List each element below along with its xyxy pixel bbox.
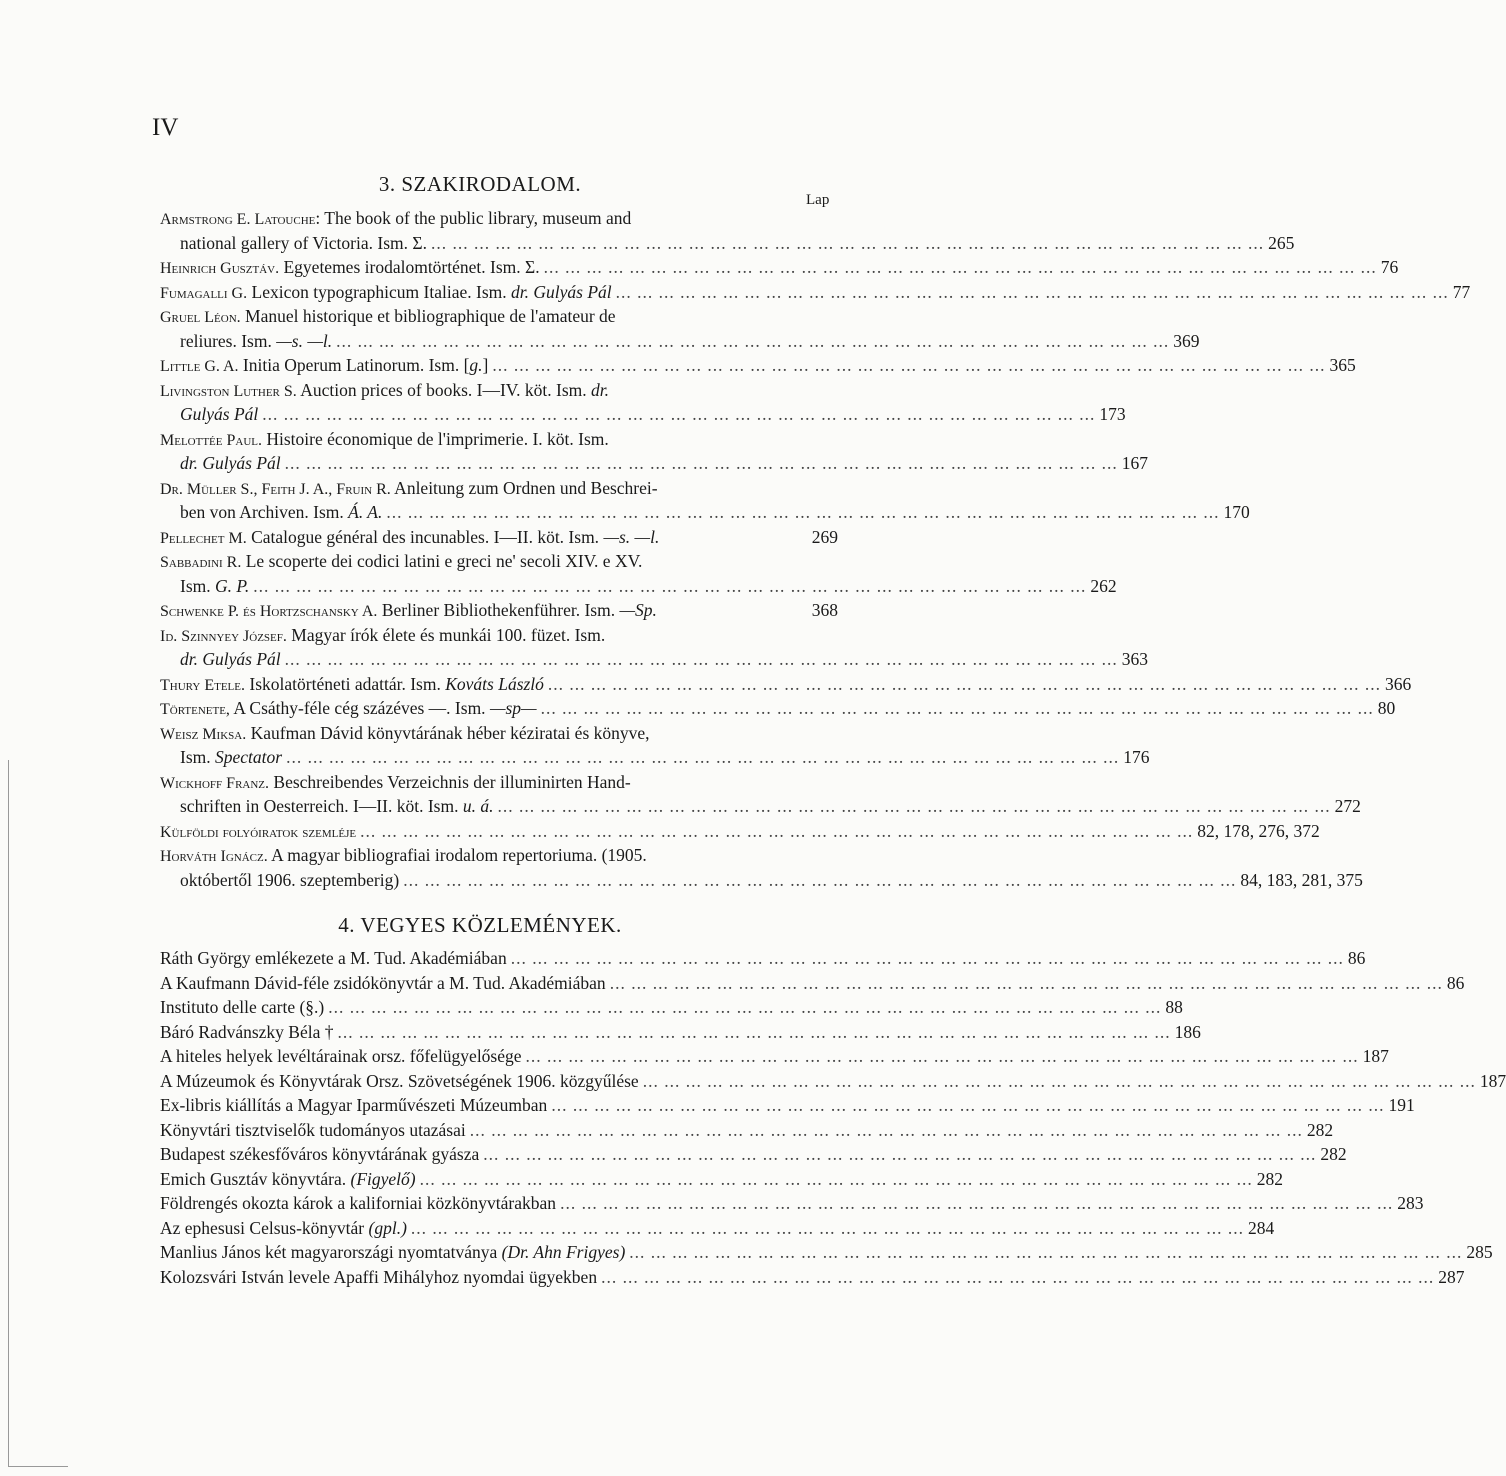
entry-line bbox=[160, 1142, 1347, 1167]
page-reference: 86 bbox=[1347, 948, 1366, 968]
entry-segment: : The book of the public library, museum and bbox=[315, 208, 632, 228]
page-reference: 82, 178, 276, 372 bbox=[1197, 820, 1320, 841]
entry-segment: A Múzeumok és Könyvtárak Orsz. Szövetségének 1906. közgyűlése bbox=[160, 1070, 639, 1091]
entry-line bbox=[160, 1216, 1275, 1241]
entry-line bbox=[160, 696, 1396, 721]
entry-text bbox=[160, 353, 488, 380]
entry-italic: dr. bbox=[591, 379, 610, 400]
entry-text bbox=[160, 1020, 334, 1045]
entry-line bbox=[160, 500, 1250, 525]
entry-line bbox=[160, 598, 838, 623]
entry-text bbox=[160, 1240, 625, 1265]
entry-text bbox=[180, 745, 282, 770]
page-reference: 167 bbox=[1121, 453, 1148, 473]
entry-text bbox=[160, 1167, 416, 1192]
entry-segment: ben von Archiven. Ism. bbox=[180, 502, 349, 522]
entry-line bbox=[160, 1191, 1424, 1216]
page-reference: 285 bbox=[1466, 1242, 1493, 1262]
leader-dots bbox=[526, 1044, 1359, 1069]
leader-dots bbox=[492, 353, 1325, 378]
bibliography-entry bbox=[160, 1069, 1506, 1094]
entry-line bbox=[160, 476, 838, 501]
entry-line bbox=[160, 1044, 1389, 1069]
bibliography-entry bbox=[160, 598, 838, 623]
entry-line bbox=[160, 451, 1148, 476]
entry-author: Id. Szinnyey József. bbox=[160, 627, 287, 645]
entry-segment: reliures. Ism. bbox=[180, 330, 277, 351]
leader-dots bbox=[285, 451, 1118, 476]
page-reference: 283 bbox=[1397, 1193, 1424, 1213]
entry-text bbox=[160, 1216, 407, 1241]
entry-text bbox=[160, 304, 616, 331]
leader-dots bbox=[560, 1191, 1393, 1216]
page-reference: 84, 183, 281, 375 bbox=[1240, 869, 1363, 890]
entry-text bbox=[160, 1044, 522, 1069]
page-reference: 282 bbox=[1306, 1119, 1334, 1140]
entry-line bbox=[160, 255, 1399, 280]
bibliography-entry bbox=[160, 525, 838, 550]
entry-author: Dr. Müller S., Feith J. A., Fruin R. bbox=[160, 480, 391, 498]
leader-dots bbox=[403, 868, 1236, 893]
bibliography-entry bbox=[160, 1240, 1493, 1265]
bibliography-entry bbox=[160, 1265, 1465, 1290]
entry-line bbox=[160, 1069, 1506, 1094]
entry-line bbox=[160, 206, 838, 231]
bibliography-entry bbox=[160, 549, 1117, 598]
leader-dots bbox=[511, 946, 1344, 971]
entry-text bbox=[160, 476, 658, 503]
entry-author: Thury Etele. bbox=[160, 676, 245, 694]
entry-italic: (Figyelő) bbox=[350, 1168, 416, 1189]
page-reference: 176 bbox=[1123, 747, 1150, 767]
bibliography-entry bbox=[160, 1093, 1415, 1118]
bibliography-entry bbox=[160, 304, 1200, 353]
page-reference: 366 bbox=[1385, 673, 1412, 694]
leader-dots bbox=[285, 647, 1118, 672]
entry-text bbox=[160, 427, 609, 454]
bibliography-entry bbox=[160, 1216, 1275, 1241]
bibliography-entry bbox=[160, 1191, 1424, 1216]
entry-text bbox=[160, 255, 540, 282]
entry-segment: Az ephesusi Celsus-könyvtár bbox=[160, 1217, 369, 1238]
entry-text bbox=[160, 1191, 556, 1216]
bibliography-entry bbox=[160, 995, 1183, 1020]
entry-segment: Ism. bbox=[180, 747, 215, 767]
entry-line bbox=[160, 525, 838, 550]
entry-segment: A Csáthy-féle cég százéves —. Ism. bbox=[229, 698, 490, 718]
leader-dots bbox=[253, 574, 1086, 599]
leader-dots bbox=[420, 1167, 1253, 1192]
entry-line bbox=[160, 995, 1183, 1020]
entry-segment: Kolozsvári István levele Apaffi Mihályhoz nyomdai ügyekben bbox=[160, 1266, 598, 1287]
entry-line bbox=[160, 353, 1356, 378]
leader-dots bbox=[336, 329, 1169, 354]
entry-author: Wickhoff Franz. bbox=[160, 774, 270, 792]
entry-segment: Beschreibendes Verzeichnis der illuminirten Hand- bbox=[269, 771, 631, 792]
page-reference: 80 bbox=[1377, 698, 1396, 718]
leader-dots bbox=[551, 1093, 1384, 1118]
page-edge-bottom bbox=[8, 1466, 68, 1467]
entry-italic: g. bbox=[469, 355, 483, 375]
entry-text bbox=[160, 598, 657, 625]
entry-segment: A magyar bibliografiai irodalom repertoriuma. (1905. bbox=[267, 845, 647, 865]
page-reference: 369 bbox=[1173, 330, 1200, 351]
page-edge-left bbox=[8, 760, 9, 1466]
page-number: IV bbox=[152, 114, 179, 141]
entry-segment: Könyvtári tisztviselők tudományos utazásai bbox=[160, 1119, 466, 1140]
entry-italic: u. á. bbox=[462, 796, 494, 816]
entry-text bbox=[160, 549, 642, 576]
entry-italic: dr. Gulyás Pál bbox=[180, 453, 281, 473]
entry-text bbox=[160, 721, 650, 748]
leader-dots bbox=[470, 1118, 1303, 1143]
entry-text bbox=[180, 794, 493, 819]
page-reference: 265 bbox=[1268, 232, 1295, 253]
entry-line bbox=[160, 402, 1126, 427]
page-reference: 191 bbox=[1388, 1095, 1415, 1115]
page-reference: 187 bbox=[1479, 1070, 1506, 1091]
entry-italic: Gulyás Pál bbox=[180, 404, 259, 424]
page-reference: 186 bbox=[1174, 1021, 1201, 1042]
entry-line bbox=[160, 549, 838, 574]
entry-segment: Ism. bbox=[180, 575, 215, 596]
page-reference: 77 bbox=[1452, 281, 1471, 302]
entry-author: Heinrich Gusztáv. bbox=[160, 260, 280, 277]
entry-line bbox=[160, 770, 838, 795]
entry-author: Sabbadini R. bbox=[160, 554, 242, 571]
entry-segment: Iskolatörténeti adattár. Ism. bbox=[245, 673, 446, 694]
entry-line bbox=[160, 843, 838, 868]
bibliography-entry bbox=[160, 255, 1399, 280]
entry-text bbox=[180, 500, 382, 525]
leader-dots bbox=[360, 819, 1193, 844]
entry-line bbox=[160, 1240, 1493, 1265]
entry-segment: Kaufman Dávid könyvtárának héber kéziratai és könyve, bbox=[246, 722, 650, 743]
leader-dots bbox=[616, 280, 1449, 305]
leader-dots bbox=[601, 1265, 1434, 1290]
bibliography-entry bbox=[160, 1020, 1201, 1045]
bibliography-entry bbox=[160, 1142, 1347, 1167]
bibliography-entry bbox=[160, 353, 1356, 378]
entry-italic: G. P. bbox=[215, 575, 250, 596]
entry-author: Livingston Luther S. bbox=[160, 382, 297, 400]
entry-segment: Emich Gusztáv könyvtára. bbox=[160, 1168, 351, 1189]
entry-text bbox=[160, 378, 609, 405]
entry-text bbox=[160, 696, 537, 723]
entry-line bbox=[160, 280, 1471, 305]
entry-line bbox=[160, 721, 838, 746]
bibliography-entry bbox=[160, 1044, 1389, 1069]
entry-text bbox=[180, 574, 249, 599]
bibliography-entry bbox=[160, 843, 1363, 892]
entry-segment: A Kaufmann Dávid-féle zsidókönyvtár a M. Tud. Akadémiában bbox=[160, 972, 606, 993]
entry-text bbox=[180, 451, 281, 476]
page-reference: 368 bbox=[811, 600, 838, 620]
leader-dots bbox=[544, 255, 1377, 280]
bibliography-entry bbox=[160, 280, 1471, 305]
entry-italic: Spectator bbox=[215, 747, 283, 767]
entry-line bbox=[160, 971, 1465, 996]
page-reference: 282 bbox=[1256, 1168, 1283, 1189]
entry-segment: Catalogue général des incunables. I—II. köt. Ism. bbox=[246, 526, 604, 547]
entry-line bbox=[160, 819, 1320, 844]
leader-dots bbox=[328, 995, 1161, 1020]
bibliography-entry bbox=[160, 946, 1366, 971]
page-reference: 86 bbox=[1446, 972, 1465, 993]
entry-segment: Ráth György emlékezete a M. Tud. Akadémiában bbox=[160, 948, 507, 968]
entry-text bbox=[180, 647, 281, 672]
entry-segment: Instituto delle carte (§.) bbox=[160, 997, 325, 1017]
entry-segment: schriften in Oesterreich. I—II. köt. Ism. bbox=[180, 796, 463, 816]
section-4-title: 4. VEGYES KÖZLEMÉNYEK. bbox=[338, 913, 622, 937]
entry-text bbox=[160, 206, 631, 233]
leader-dots bbox=[483, 1142, 1316, 1167]
bibliography-entry bbox=[160, 696, 1396, 721]
bibliography-entry bbox=[160, 378, 1126, 427]
entry-segment: Földrengés okozta károk a kaliforniai közkönyvtárakban bbox=[160, 1193, 557, 1213]
entry-author: Schwenke P. és Hortzschansky A. bbox=[160, 603, 378, 620]
entry-segment: Budapest székesfőváros könyvtárának gyásza bbox=[160, 1144, 480, 1164]
leader-dots bbox=[610, 971, 1443, 996]
bibliography-entry bbox=[160, 819, 1320, 844]
entry-author: Törtenete, bbox=[160, 701, 230, 718]
entry-line bbox=[160, 794, 1361, 819]
entry-italic: Kováts László bbox=[445, 673, 544, 694]
entry-text bbox=[160, 1265, 597, 1290]
entry-italic: —s. —l. bbox=[276, 330, 333, 351]
entry-italic: dr. Gulyás Pál bbox=[511, 281, 612, 302]
bibliography-entry bbox=[160, 971, 1465, 996]
page-reference: 269 bbox=[811, 526, 838, 547]
entry-text bbox=[180, 868, 399, 893]
entry-italic: dr. Gulyás Pál bbox=[180, 649, 281, 669]
bibliography-entry bbox=[160, 1167, 1283, 1192]
page-reference: 173 bbox=[1099, 404, 1126, 424]
entry-author: Gruel Léon. bbox=[160, 309, 241, 326]
entry-text bbox=[160, 1118, 466, 1143]
entry-line bbox=[160, 427, 838, 452]
entry-text bbox=[160, 525, 659, 552]
entry-text bbox=[160, 819, 356, 846]
leader-dots bbox=[629, 1240, 1462, 1265]
bibliography-entry bbox=[160, 476, 1250, 525]
entry-segment: Magyar írók élete és munkái 100. füzet. Ism. bbox=[286, 624, 606, 645]
entry-text bbox=[160, 995, 324, 1020]
entry-text bbox=[160, 623, 605, 650]
column-header-lap: Lap bbox=[806, 192, 830, 208]
entry-segment: Báró Radvánszky Béla † bbox=[160, 1021, 334, 1042]
leader-dots bbox=[286, 745, 1119, 770]
entry-text bbox=[160, 1142, 479, 1167]
page-reference: 88 bbox=[1165, 997, 1183, 1017]
entry-italic: —s. —l. bbox=[603, 526, 660, 547]
entry-author: Fumagalli G. bbox=[160, 284, 248, 302]
leader-dots bbox=[338, 1020, 1171, 1045]
bibliography-entry bbox=[160, 672, 1412, 697]
entry-line bbox=[160, 304, 838, 329]
leader-dots bbox=[262, 402, 1095, 427]
entry-segment: Berliner Bibliothekenführer. Ism. bbox=[377, 600, 620, 620]
section-3-list bbox=[160, 206, 1471, 892]
page-reference: 76 bbox=[1380, 257, 1399, 277]
entry-author: Armstrong E. Latouche bbox=[160, 211, 316, 228]
entry-segment: októbertől 1906. szeptemberig) bbox=[180, 869, 400, 890]
entry-segment: Histoire économique de l'imprimerie. I. köt. Ism. bbox=[262, 428, 609, 449]
leader-dots bbox=[548, 672, 1381, 697]
entry-text bbox=[180, 402, 258, 427]
page-reference: 170 bbox=[1223, 502, 1250, 522]
entry-text bbox=[160, 843, 647, 870]
bibliography-entry bbox=[160, 770, 1361, 819]
section-4-list bbox=[160, 946, 1506, 1289]
leader-dots bbox=[497, 794, 1330, 819]
bibliography-entry bbox=[160, 427, 1148, 476]
page-reference: 282 bbox=[1320, 1144, 1347, 1164]
entry-line bbox=[160, 1167, 1283, 1192]
leader-dots bbox=[411, 1216, 1244, 1241]
entry-line bbox=[160, 1093, 1415, 1118]
entry-author: Little G. A. bbox=[160, 358, 239, 375]
entry-text bbox=[180, 329, 332, 354]
entry-segment: A hiteles helyek levéltárainak orsz. főfelügyelősége bbox=[160, 1046, 522, 1066]
entry-italic: Á. A. bbox=[348, 502, 383, 522]
page-reference: 287 bbox=[1438, 1266, 1465, 1287]
page-reference: 365 bbox=[1329, 355, 1356, 375]
page-reference: 272 bbox=[1334, 796, 1361, 816]
entry-text bbox=[160, 1069, 639, 1094]
entry-text bbox=[160, 971, 606, 996]
entry-author: Weisz Miksa. bbox=[160, 725, 247, 743]
entry-text bbox=[160, 946, 507, 971]
entry-author: Külföldi folyóiratok szemléje bbox=[160, 823, 357, 841]
entry-line bbox=[160, 1118, 1334, 1143]
entry-line bbox=[160, 672, 1412, 697]
bibliography-entry bbox=[160, 623, 1148, 672]
entry-segment: Auction prices of books. I—IV. köt. Ism. bbox=[296, 379, 592, 400]
entry-segment: Egyetemes irodalomtörténet. Ism. Σ. bbox=[279, 257, 540, 277]
entry-text bbox=[160, 770, 631, 797]
bibliography-entry bbox=[160, 1118, 1334, 1143]
entry-segment: Manlius János két magyarországi nyomtatványa bbox=[160, 1242, 502, 1262]
entry-text bbox=[160, 280, 612, 307]
leader-dots bbox=[386, 500, 1219, 525]
page-reference: 262 bbox=[1090, 575, 1117, 596]
entry-text bbox=[160, 1093, 547, 1118]
entry-line bbox=[160, 1020, 1201, 1045]
entry-italic: (Dr. Ahn Frigyes) bbox=[501, 1242, 626, 1262]
entry-author: Pellechet M. bbox=[160, 529, 247, 547]
entry-text bbox=[160, 672, 544, 699]
entry-segment: Le scoperte dei codici latini e greci ne' secoli XIV. e XV. bbox=[241, 551, 643, 571]
entry-segment: ] bbox=[482, 355, 489, 375]
bibliography-entry bbox=[160, 206, 1295, 255]
page-reference: 363 bbox=[1121, 649, 1148, 669]
entry-text bbox=[180, 231, 427, 256]
page-reference: 284 bbox=[1248, 1217, 1275, 1238]
entry-line bbox=[160, 745, 1150, 770]
entry-segment: Anleitung zum Ordnen und Beschrei- bbox=[390, 477, 658, 498]
entry-line bbox=[160, 647, 1148, 672]
entry-author: Melottée Paul. bbox=[160, 431, 262, 449]
entry-line bbox=[160, 868, 1363, 893]
entry-line bbox=[160, 329, 1200, 354]
entry-segment: Initia Operum Latinorum. Ism. [ bbox=[238, 355, 470, 375]
leader-dots bbox=[431, 231, 1264, 256]
entry-segment: national gallery of Victoria. Ism. Σ. bbox=[180, 232, 427, 253]
entry-line bbox=[160, 623, 838, 648]
leader-dots bbox=[643, 1069, 1476, 1094]
entry-line bbox=[160, 574, 1117, 599]
entry-italic: —Sp. bbox=[619, 600, 657, 620]
entry-line bbox=[160, 378, 838, 403]
section-3-title: 3. SZAKIRODALOM. bbox=[378, 172, 582, 196]
entry-segment: Manuel historique et bibliographique de l'amateur de bbox=[240, 306, 616, 326]
leader-dots bbox=[541, 696, 1374, 721]
entry-author: Horváth Ignácz. bbox=[160, 848, 268, 865]
bibliography-entry bbox=[160, 721, 1150, 770]
entry-line bbox=[160, 946, 1366, 971]
entry-segment: Ex-libris kiállítás a Magyar Iparművészeti Múzeumban bbox=[160, 1095, 548, 1115]
page-reference: 187 bbox=[1362, 1046, 1389, 1066]
entry-segment: Lexicon typographicum Italiae. Ism. bbox=[247, 281, 512, 302]
entry-line bbox=[160, 1265, 1465, 1290]
entry-italic: (gpl.) bbox=[368, 1217, 407, 1238]
entry-line bbox=[160, 231, 1295, 256]
entry-italic: —sp— bbox=[489, 698, 537, 718]
